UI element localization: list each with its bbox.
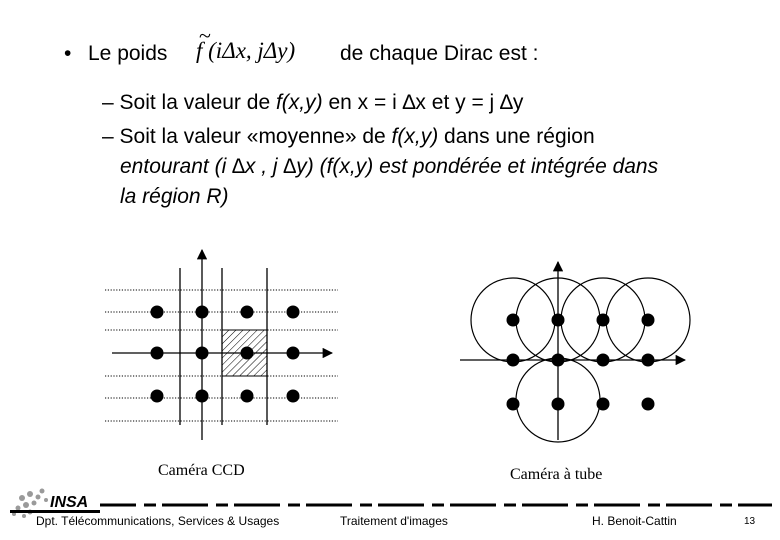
- bullet-rest-text: de chaque Dirac est :: [340, 42, 539, 65]
- subpoint-text-b: f(x,y): [391, 125, 439, 148]
- subpoint-text-c: en x = i ∆x et y = j ∆y: [322, 91, 524, 114]
- subpoint-text-b: f(x,y): [275, 91, 323, 114]
- bullet-point: •: [64, 42, 72, 65]
- bullet-lead-text: Le poids: [88, 42, 168, 65]
- formula-function: f: [196, 38, 203, 63]
- footer-course: Traitement d'images: [340, 514, 448, 528]
- subpoint-line2: entourant (i ∆x , j ∆y) (f(x,y) est pondérée et intégrée dans: [120, 155, 659, 178]
- insa-logo-text: INSA: [50, 494, 89, 511]
- footer-dept: Dpt. Télécommunications, Services & Usages: [36, 514, 280, 528]
- page-number: 13: [744, 516, 756, 527]
- subpoint-line3: la région R): [120, 185, 229, 208]
- subpoint-text-c: dans une région: [438, 125, 595, 148]
- subpoint-dash: –: [102, 91, 114, 114]
- subpoint-text-a: Soit la valeur de: [119, 91, 276, 114]
- subpoint-text-a: Soit la valeur «moyenne» de: [119, 125, 392, 148]
- subpoint-dash: –: [102, 125, 114, 148]
- ccd-caption: Caméra CCD: [158, 462, 245, 479]
- ccd-diagram: [105, 250, 338, 440]
- tilde-mark: ~: [199, 23, 211, 48]
- formula-args: (iΔx, jΔy): [208, 38, 296, 63]
- tube-caption: Caméra à tube: [510, 466, 603, 483]
- footer-author: H. Benoit-Cattin: [592, 514, 677, 528]
- tube-diagram: [460, 262, 690, 442]
